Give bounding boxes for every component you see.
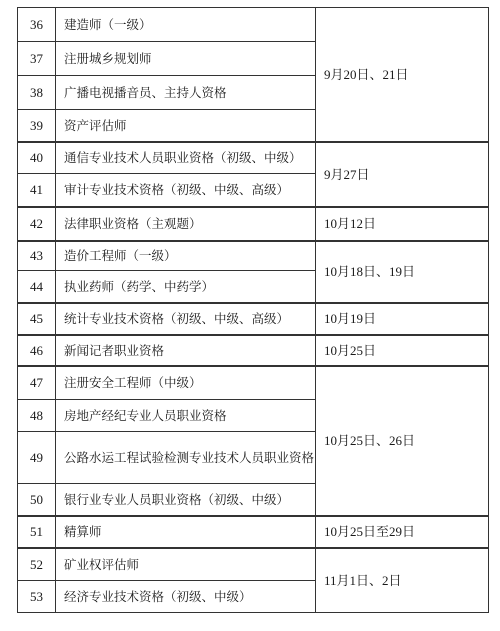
exam-date: 10月25日、26日 — [316, 366, 489, 516]
exam-name: 通信专业技术人员职业资格（初级、中级） — [56, 142, 316, 174]
row-number: 46 — [18, 335, 56, 366]
exam-date: 10月25日 — [316, 335, 489, 366]
exam-date: 10月18日、19日 — [316, 241, 489, 303]
row-number: 44 — [18, 271, 56, 303]
exam-name: 矿业权评估师 — [56, 548, 316, 581]
row-number: 37 — [18, 42, 56, 76]
exam-date: 9月20日、21日 — [316, 8, 489, 142]
exam-date: 10月12日 — [316, 207, 489, 241]
table-row — [18, 142, 489, 174]
row-number: 53 — [18, 581, 56, 613]
exam-name: 法律职业资格（主观题） — [56, 207, 316, 241]
exam-schedule-table — [17, 7, 489, 613]
exam-name: 公路水运工程试验检测专业技术人员职业资格 — [56, 432, 316, 484]
exam-date: 10月25日至29日 — [316, 516, 489, 548]
exam-name: 审计专业技术资格（初级、中级、高级） — [56, 174, 316, 207]
row-number: 40 — [18, 142, 56, 174]
table-row — [18, 8, 489, 42]
exam-name: 注册城乡规划师 — [56, 42, 316, 76]
table-row — [18, 366, 489, 400]
row-number: 41 — [18, 174, 56, 207]
row-number: 39 — [18, 110, 56, 142]
exam-name: 统计专业技术资格（初级、中级、高级） — [56, 303, 316, 335]
exam-name: 建造师（一级） — [56, 8, 316, 42]
row-number: 47 — [18, 366, 56, 400]
row-number: 45 — [18, 303, 56, 335]
exam-name: 执业药师（药学、中药学） — [56, 271, 316, 303]
exam-name: 注册安全工程师（中级） — [56, 366, 316, 400]
row-number: 38 — [18, 76, 56, 110]
exam-name: 银行业专业人员职业资格（初级、中级） — [56, 484, 316, 516]
row-number: 49 — [18, 432, 56, 484]
table-row — [18, 335, 489, 366]
exam-name: 广播电视播音员、主持人资格 — [56, 76, 316, 110]
row-number: 42 — [18, 207, 56, 241]
row-number: 43 — [18, 241, 56, 271]
row-number: 50 — [18, 484, 56, 516]
row-number: 52 — [18, 548, 56, 581]
exam-date: 10月19日 — [316, 303, 489, 335]
exam-name: 房地产经纪专业人员职业资格 — [56, 400, 316, 432]
exam-date: 11月1日、2日 — [316, 548, 489, 613]
table-row — [18, 303, 489, 335]
exam-name: 新闻记者职业资格 — [56, 335, 316, 366]
table-row — [18, 207, 489, 241]
exam-name: 经济专业技术资格（初级、中级） — [56, 581, 316, 613]
table-row — [18, 241, 489, 271]
exam-name: 造价工程师（一级） — [56, 241, 316, 271]
exam-name: 精算师 — [56, 516, 316, 548]
exam-name: 资产评估师 — [56, 110, 316, 142]
table-row — [18, 516, 489, 548]
table-row — [18, 548, 489, 581]
row-number: 48 — [18, 400, 56, 432]
exam-date: 9月27日 — [316, 142, 489, 207]
row-number: 51 — [18, 516, 56, 548]
row-number: 36 — [18, 8, 56, 42]
